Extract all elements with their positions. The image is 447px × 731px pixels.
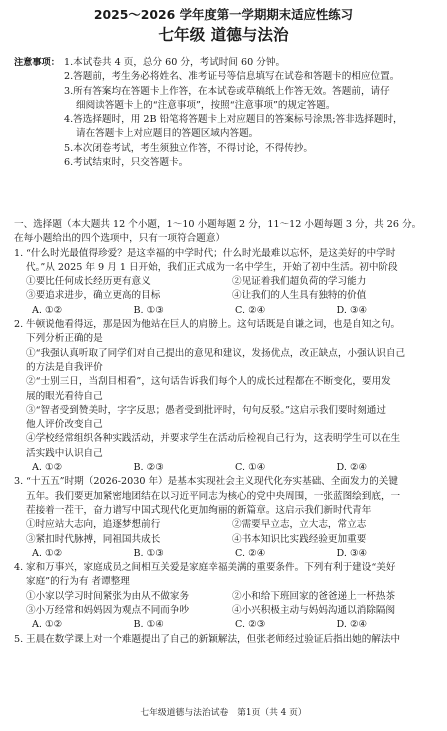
question-5 [14,633,438,647]
option-statement: 的方法是自我评价 [26,361,103,373]
option-statement: ①时应站大志向，追逐梦想前行 [26,519,161,531]
note-item: 请在答题卡上对应题目的答题区域内答题。 [76,128,259,140]
option-statement: ④学校经常组织各种实践活动，并要求学生在活动后检视自己行为，这表明学生可以在生 [26,433,401,445]
question-number: 2. [14,319,24,331]
note-item: 细阅读答题卡上的“注意事项”，按照“注意事项”的规定答题。 [76,99,336,111]
note-item: 5.本次闭卷考试，考生须独立作答，不得讨论，不得传抄。 [64,142,313,154]
question-text: 茬接着一茬干，奋力谱写中国式现代化更加绚丽的新篇章。这启示我们新时代青年 [26,504,372,516]
section-heading-2: 在每小题给出的四个选项中，只有一项符合题意） [14,233,226,245]
question-2-choices [14,461,438,475]
question-text: “什么时光最值得珍爱？是这幸福的中学时代；什么时光最难以忘怀，是这美好的中学时 [26,247,396,259]
option-statement: ②需要早立志，立大志，常立志 [232,519,367,531]
section-heading: 一、选择题（本大题共 12 个小题，1～10 小题每题 2 分，11～12 小题每题 3 分，共 26 分。 [14,219,422,230]
note-item: 4.答选择题时，用 2B 铅笔将答题卡上对应题目的答案标号涂黑;答非选择题时， [64,114,403,126]
answer-choice: A. ①② [32,462,63,474]
answer-choice: D. ③④ [336,304,368,316]
question-1-choices [14,304,438,318]
answer-choice: C. ②③ [235,619,266,631]
option-statement: ③紧扣时代脉搏，同祖国共成长 [26,533,161,545]
question-number: 5. [14,633,24,645]
question-4-choices [14,618,438,632]
question-3-choices [14,547,438,561]
note-item: 6.考试结束时，只交答题卡。 [64,157,189,169]
option-statement: ①小家以学习时间紧张为由从不做家务 [26,590,190,602]
option-statement: 活实践中认识自己 [26,447,103,459]
question-text: 牛顿说他看得远，那是因为他站在巨人的肩膀上。这句话既是自谦之词，也是自知之句。 [26,319,401,331]
option-statement: ④书本知识比实践经验更加重要 [232,533,367,545]
section-multiple-choice [14,218,438,647]
answer-choice: B. ①③ [133,304,164,316]
option-statement: ④让我们的人生具有独特的价值 [232,290,367,302]
page-footer: 七年级道德与法治试卷 第1页（共 4 页） [140,708,307,718]
question-number: 3. [14,476,24,488]
answer-choice: B. ①③ [133,547,164,559]
answer-choice: D. ②④ [336,619,368,631]
option-statement: ④小兴积极主动与妈妈沟通以消除隔阂 [232,605,396,617]
question-2 [14,318,438,347]
option-statement: ②小和给下班回家的爸爸递上一杯热茶 [232,590,396,602]
answer-choice: B. ①④ [133,619,164,631]
answer-choice: C. ②④ [235,304,266,316]
option-statement: 他人评价改变自己 [26,419,103,431]
option-statement: ①“我强认真听取了同学们对自己提出的意见和建议，发扬优点，改正缺点，小强认识自己 [26,347,406,359]
question-3-options [14,518,438,547]
answer-choice: B. ②③ [133,462,164,474]
option-statement: ①要比任何成长经历更有意义 [26,276,151,288]
question-4-options [14,590,438,619]
subject-title: 七年级 道德与法治 [158,26,289,44]
notes-block [14,56,438,170]
answer-choice: A. ①② [32,547,63,559]
option-statement: ③要追求进步，确立更高的目标 [26,290,161,302]
question-number: 4. [14,562,24,574]
note-item: 2.答题前，考生务必将姓名、准考证号等信息填写在试卷和答题卡的相应位置。 [64,71,400,83]
question-2-statements [14,347,438,461]
question-text: 五年。我们要更加紧密地团结在以习近平同志为核心的党中央周围，一张蓝图绘到底，一 [26,490,401,502]
answer-choice: C. ②④ [235,547,266,559]
question-text: 家庭”的行为有 者谭整理 [26,576,130,588]
question-1 [14,247,438,276]
option-statement: ③“智者受到赞美时，字字反思；愚者受到批评时，句句反驳。”这启示我们要时刻通过 [26,404,386,416]
option-statement: 展的眼光看待自己 [26,390,103,402]
question-text: 家和万事兴，家庭成员之间相互关爱是家庭幸福美满的重要条件。下列有利于建设“美好 [26,562,396,574]
question-text: 下列分析正确的是 [26,333,103,345]
option-statement: ②见证着我们超负荷的学习能力 [232,276,367,288]
note-item: 3.所有答案均在答题卡上作答，在本试卷或草稿纸上作答无效。答题前，请仔 [64,85,390,97]
question-text: “十五五”时期（2026-2030 年）是基本实现社会主义现代化夯实基础、全面发力的关键 [26,476,398,488]
answer-choice: A. ①② [32,619,63,631]
question-4 [14,561,438,590]
question-text: 王晨在数学课上对一个难题提出了自己的新颖解法，但张老师经过验证后指出她的解法中 [26,633,401,645]
option-statement: ②“士别三日，当刮目相看”，这句话告诉我们每个人的成长过程都在不断变化，要用发 [26,376,391,388]
answer-choice: D. ③④ [336,547,368,559]
note-item: 1.本试卷共 4 页，总分 60 分，考试时间 60 分钟。 [64,57,286,68]
answer-choice: C. ①④ [235,462,266,474]
answer-choice: A. ①② [32,304,63,316]
question-number: 1. [14,247,24,259]
question-3 [14,475,438,518]
question-text: 代。”从 2025 年 9 月 1 日开始，我们正式成为一名中学生，开始了初中生活。初中阶段 [26,261,398,273]
question-1-options [14,275,438,304]
notes-label: 注意事项： [14,57,60,68]
exam-title: 2025～2026 学年度第一学期期末适应性练习 [93,7,354,22]
option-statement: ③小万经常和妈妈因为观点不同而争吵 [26,605,190,617]
answer-choice: D. ②④ [336,462,368,474]
